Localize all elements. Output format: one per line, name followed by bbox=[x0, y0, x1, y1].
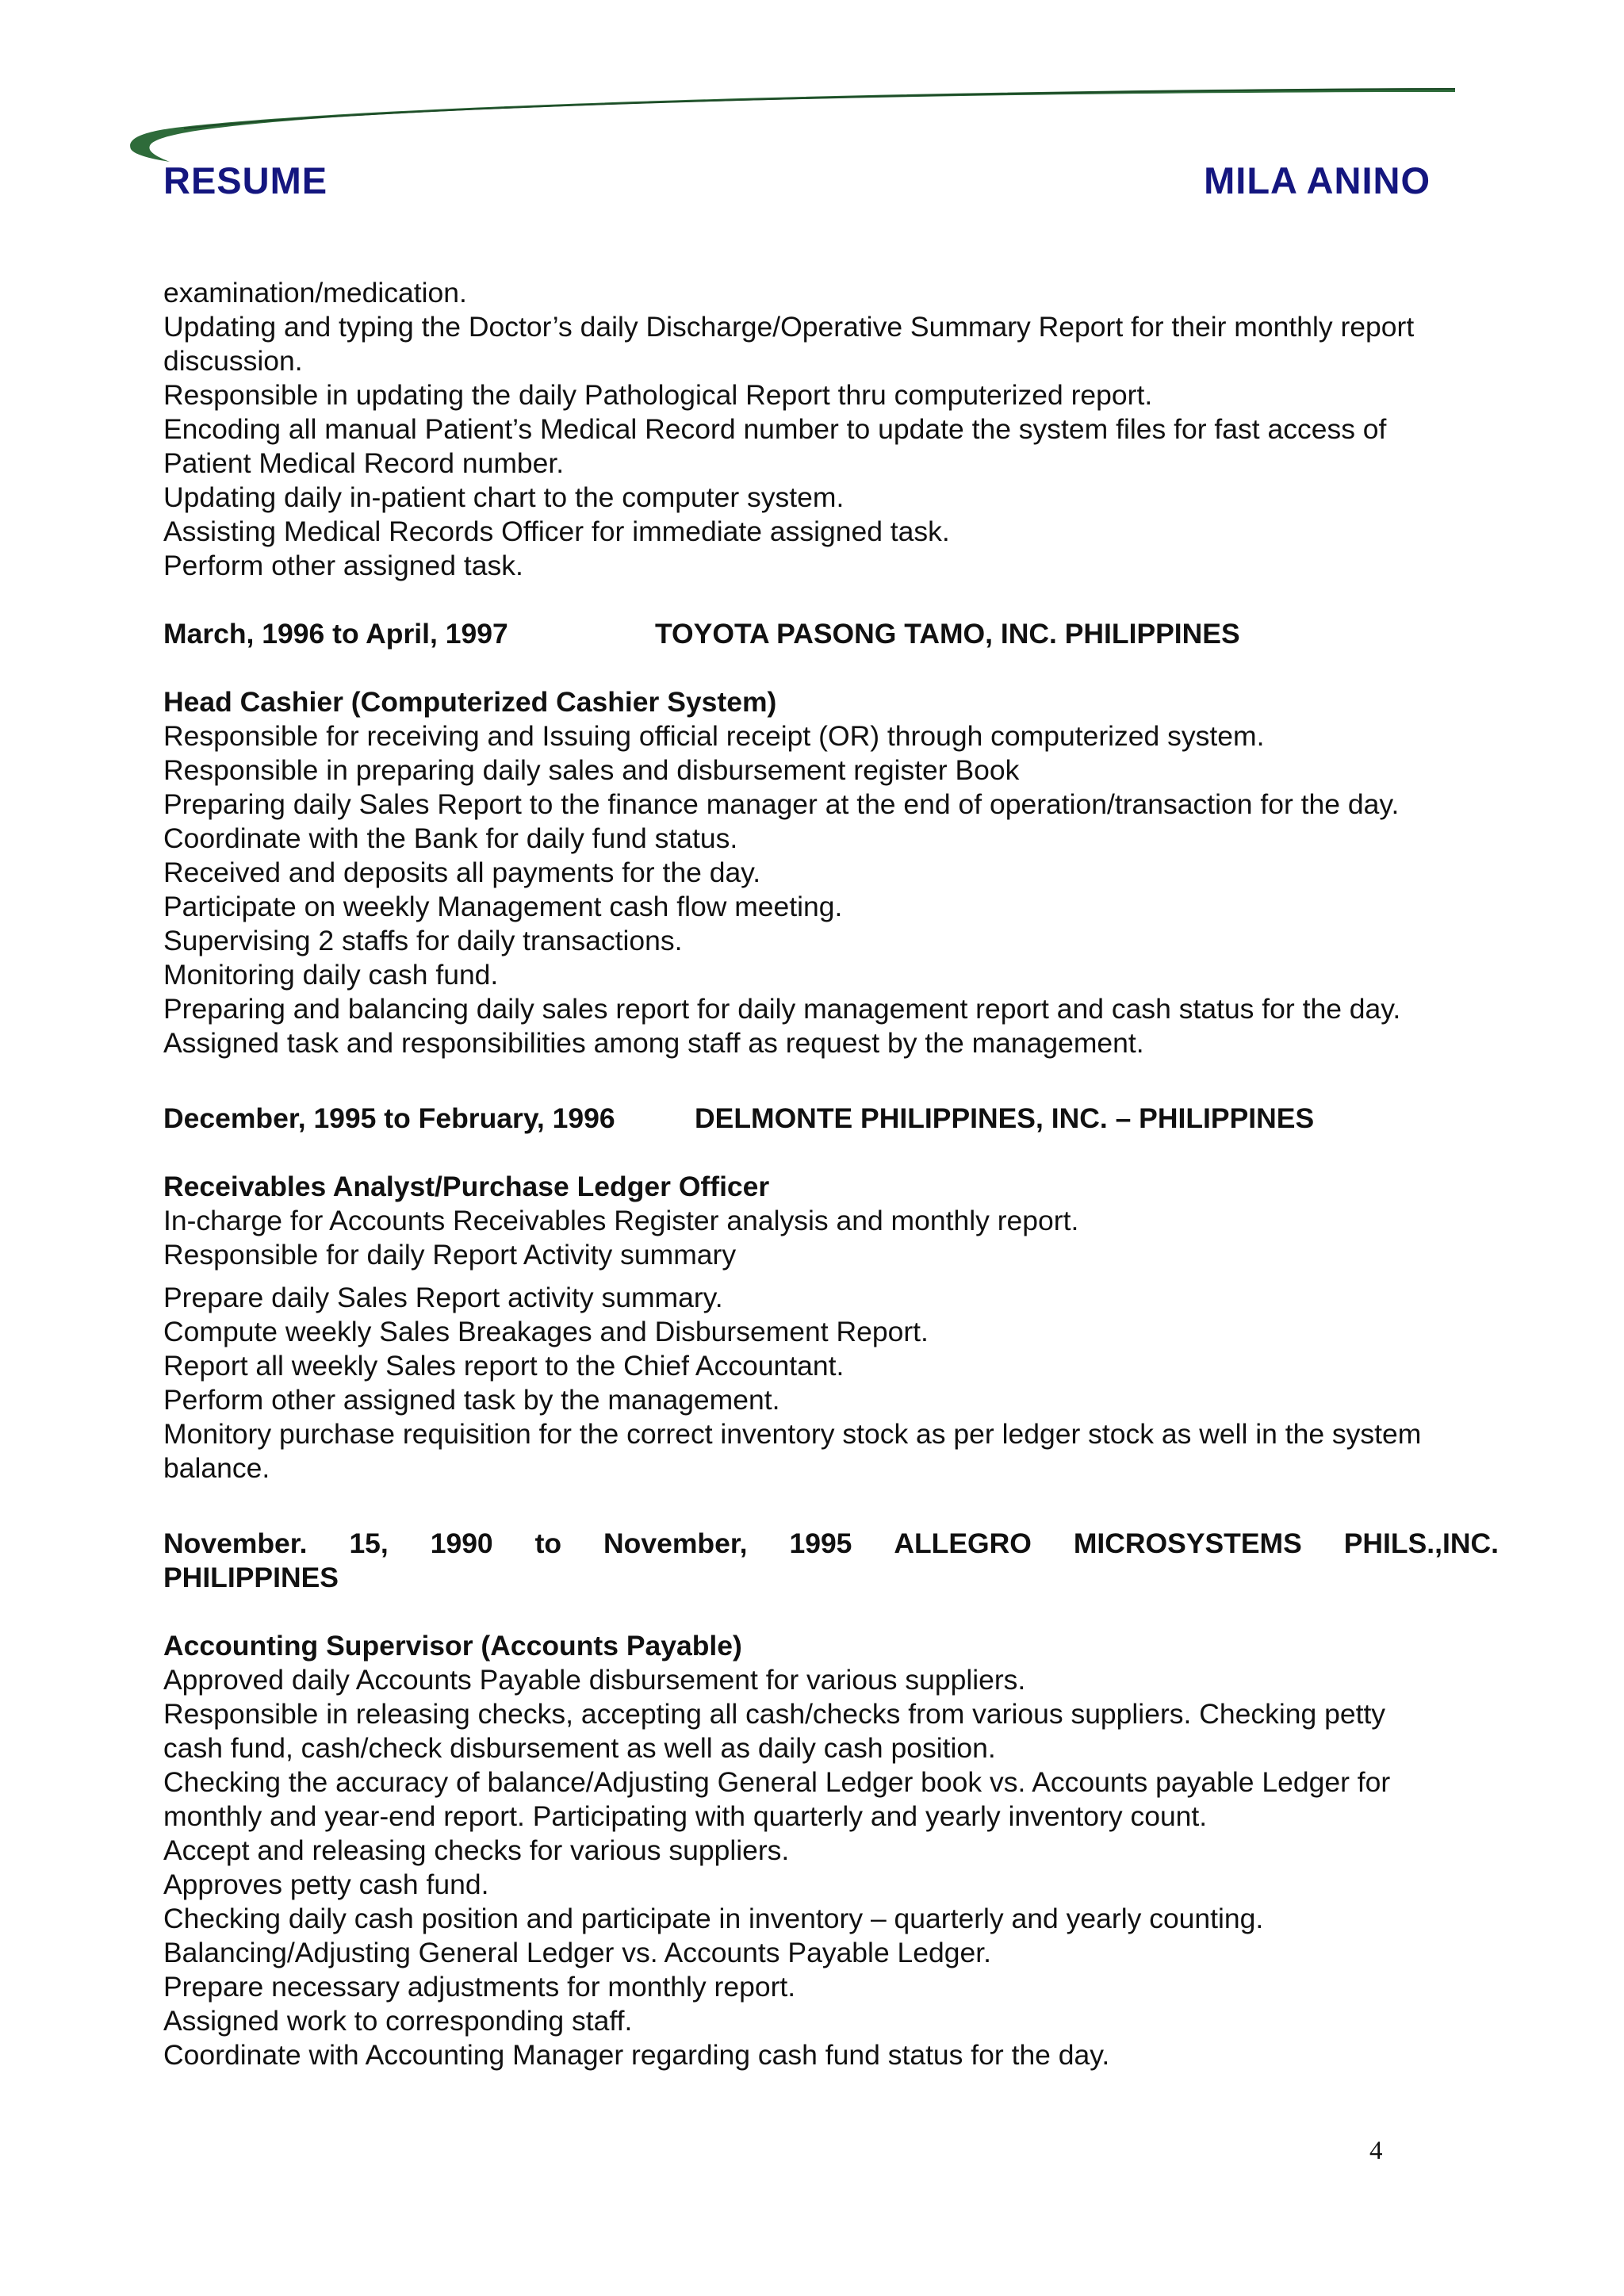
resume-body bbox=[163, 276, 1499, 2072]
job-position: Head Cashier (Computerized Cashier System) bbox=[163, 686, 777, 718]
duty-line: Balancing/Adjusting General Ledger vs. Accounts Payable Ledger. bbox=[163, 1937, 991, 1968]
duty-line: Responsible for daily Report Activity summary bbox=[163, 1239, 737, 1271]
resume-title: RESUME bbox=[163, 159, 328, 201]
job-dates: December, 1995 to February, 1996 bbox=[163, 1102, 615, 1134]
duty-line: Responsible in preparing daily sales and disbursement register Book bbox=[163, 754, 1020, 786]
duty-line: Accept and releasing checks for various suppliers. bbox=[163, 1834, 790, 1866]
job-dates: March, 1996 to April, 1997 bbox=[163, 618, 508, 650]
heading-word: to bbox=[534, 1527, 562, 1559]
duty-line: Approves petty cash fund. bbox=[163, 1869, 489, 1900]
header-swoosh-graphic bbox=[0, 0, 1624, 182]
duty-line: Received and deposits all payments for the day. bbox=[163, 857, 761, 888]
heading-word: 1990 bbox=[430, 1527, 493, 1559]
duty-line: Checking daily cash position and participate in inventory – quarterly and yearly counting. bbox=[163, 1903, 1264, 1934]
duty-line: Encoding all manual Patient’s Medical Record number to update the system files for fast access of bbox=[163, 413, 1387, 445]
heading-word: 1995 bbox=[789, 1527, 852, 1559]
duty-line: Assigned work to corresponding staff. bbox=[163, 2005, 633, 2037]
candidate-name: MILA ANINO bbox=[1204, 159, 1431, 201]
duty-line: Assisting Medical Records Officer for immediate assigned task. bbox=[163, 516, 950, 547]
duty-line: Checking the accuracy of balance/Adjusting General Ledger book vs. Accounts payable Ledger for bbox=[163, 1766, 1391, 1798]
duty-line: Monitoring daily cash fund. bbox=[163, 959, 499, 991]
duty-line: Responsible for receiving and Issuing official receipt (OR) through computerized system. bbox=[163, 720, 1265, 752]
duty-line: monthly and year-end report. Participating with quarterly and yearly inventory count. bbox=[163, 1800, 1208, 1832]
duty-line: Prepare necessary adjustments for monthly report. bbox=[163, 1971, 796, 2003]
job-heading bbox=[163, 1527, 1499, 1561]
job-position: Accounting Supervisor (Accounts Payable) bbox=[163, 1630, 742, 1662]
duty-line: Prepare daily Sales Report activity summary. bbox=[163, 1282, 723, 1313]
duty-line: Participate on weekly Management cash flow meeting. bbox=[163, 891, 843, 922]
duty-line: balance. bbox=[163, 1452, 270, 1484]
duty-line: Coordinate with the Bank for daily fund status. bbox=[163, 822, 738, 854]
continued-duties bbox=[163, 276, 1499, 583]
job-position: Receivables Analyst/Purchase Ledger Officer bbox=[163, 1171, 770, 1202]
page-number: 4 bbox=[1369, 2137, 1383, 2165]
duty-line: Updating daily in-patient chart to the computer system. bbox=[163, 481, 845, 513]
duty-line: Responsible in updating the daily Pathological Report thru computerized report. bbox=[163, 379, 1153, 411]
job-company: TOYOTA PASONG TAMO, INC. PHILIPPINES bbox=[655, 618, 1240, 650]
heading-word: November. bbox=[163, 1527, 308, 1559]
duty-line: Perform other assigned task by the management. bbox=[163, 1384, 780, 1416]
duty-line: Coordinate with Accounting Manager regarding cash fund status for the day. bbox=[163, 2039, 1110, 2071]
duty-line: Preparing and balancing daily sales report for daily management report and cash status for the day. bbox=[163, 993, 1401, 1025]
duty-line: cash fund, cash/check disbursement as well as daily cash position. bbox=[163, 1732, 996, 1764]
duty-line: Assigned task and responsibilities among staff as request by the management. bbox=[163, 1027, 1144, 1059]
job-heading bbox=[163, 617, 1499, 651]
job-company: PHILIPPINES bbox=[163, 1562, 339, 1593]
duty-line: Patient Medical Record number. bbox=[163, 447, 565, 479]
duty-line: In-charge for Accounts Receivables Register analysis and monthly report. bbox=[163, 1205, 1079, 1236]
duty-line: examination/medication. bbox=[163, 277, 467, 309]
duty-line: Report all weekly Sales report to the Chief Accountant. bbox=[163, 1350, 845, 1382]
duty-line: discussion. bbox=[163, 345, 303, 377]
job-entry-delmonte bbox=[163, 1102, 1499, 1485]
heading-word: PHILS.,INC. bbox=[1343, 1527, 1499, 1559]
duty-line: Supervising 2 staffs for daily transactions. bbox=[163, 925, 683, 956]
duty-line: Responsible in releasing checks, accepting all cash/checks from various suppliers. Checking petty bbox=[163, 1698, 1386, 1730]
duty-line: Compute weekly Sales Breakages and Disbursement Report. bbox=[163, 1316, 929, 1347]
heading-word: 15, bbox=[349, 1527, 389, 1559]
heading-word: ALLEGRO bbox=[894, 1527, 1032, 1559]
duty-line: Approved daily Accounts Payable disbursement for various suppliers. bbox=[163, 1664, 1026, 1696]
heading-word: MICROSYSTEMS bbox=[1073, 1527, 1302, 1559]
duty-line: Updating and typing the Doctor’s daily Discharge/Operative Summary Report for their monthly report bbox=[163, 311, 1415, 343]
job-entry-allegro bbox=[163, 1527, 1499, 2072]
duty-line: Monitory purchase requisition for the correct inventory stock as per ledger stock as well in the system bbox=[163, 1418, 1422, 1450]
job-company: DELMONTE PHILIPPINES, INC. – PHILIPPINES bbox=[695, 1102, 1315, 1134]
job-entry-toyota bbox=[163, 617, 1499, 1060]
duty-line: Preparing daily Sales Report to the finance manager at the end of operation/transaction for the day. bbox=[163, 788, 1400, 820]
job-heading bbox=[163, 1102, 1499, 1136]
heading-word: November, bbox=[603, 1527, 748, 1559]
duty-line: Perform other assigned task. bbox=[163, 550, 523, 581]
